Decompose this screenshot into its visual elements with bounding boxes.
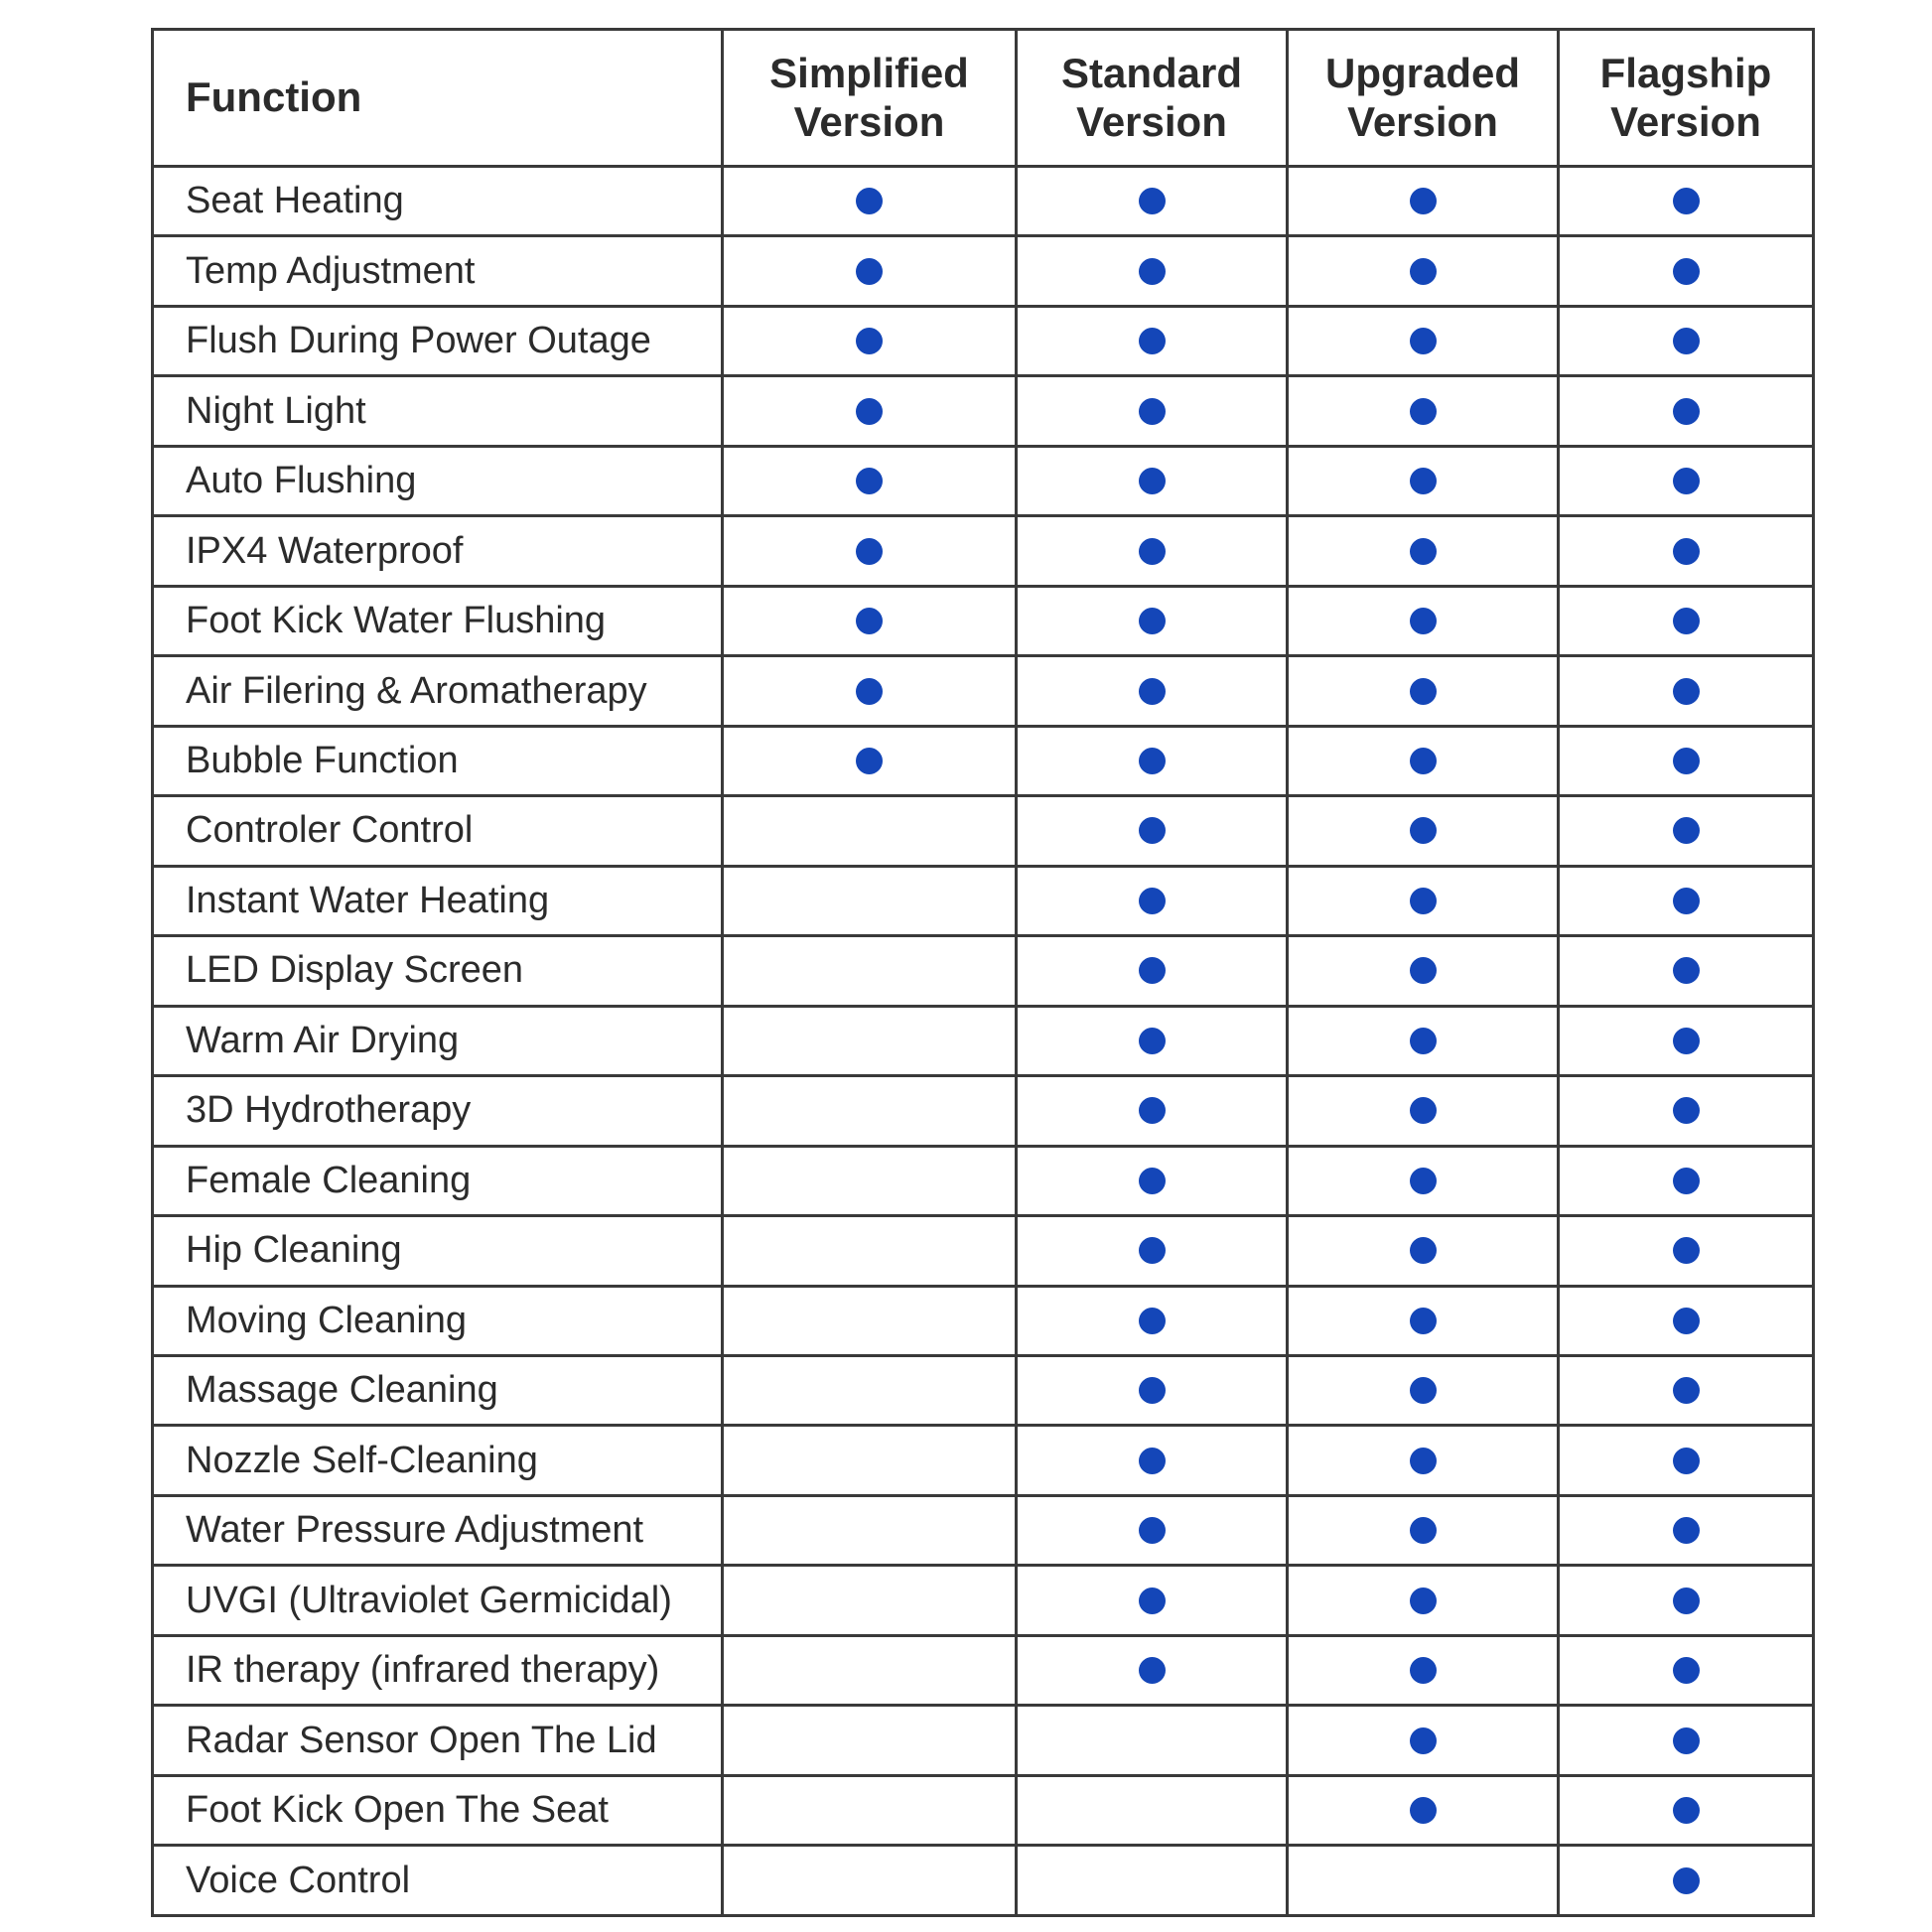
version-column-header-simplified: [723, 30, 1017, 167]
table-row: [153, 1216, 1814, 1286]
availability-cell: [723, 167, 1017, 236]
version-column-header-standard: [1017, 30, 1288, 167]
availability-cell: [723, 1146, 1017, 1215]
availability-cell: [1017, 796, 1288, 866]
availability-cell: [1017, 936, 1288, 1006]
availability-cell: [1288, 936, 1559, 1006]
table-row: [153, 1146, 1814, 1215]
availability-cell: [1559, 1146, 1814, 1215]
included-dot-icon: [1410, 258, 1437, 285]
included-dot-icon: [1673, 1237, 1700, 1264]
availability-cell: [1559, 1566, 1814, 1635]
availability-cell: [723, 936, 1017, 1006]
availability-cell: [1017, 446, 1288, 515]
included-dot-icon: [856, 398, 883, 425]
availability-cell: [723, 586, 1017, 655]
included-dot-icon: [1139, 1028, 1166, 1054]
availability-cell: [1017, 1775, 1288, 1845]
version-name: Upgraded: [1324, 50, 1520, 97]
availability-cell: [1017, 1146, 1288, 1215]
table-row: [153, 1426, 1814, 1495]
table-row: [153, 1706, 1814, 1775]
included-dot-icon: [1139, 1448, 1166, 1474]
availability-cell: [1017, 516, 1288, 586]
included-dot-icon: [1410, 1028, 1437, 1054]
availability-cell: [723, 236, 1017, 306]
feature-label: Female Cleaning: [153, 1146, 723, 1215]
availability-cell: [1559, 1495, 1814, 1565]
feature-label: Foot Kick Water Flushing: [153, 586, 723, 655]
table-row: [153, 1006, 1814, 1075]
availability-cell: [1288, 236, 1559, 306]
included-dot-icon: [856, 468, 883, 494]
version-suffix: Version: [1076, 97, 1227, 145]
included-dot-icon: [1139, 1308, 1166, 1334]
availability-cell: [723, 306, 1017, 375]
included-dot-icon: [1410, 608, 1437, 634]
availability-cell: [1288, 1355, 1559, 1425]
availability-cell: [1288, 866, 1559, 935]
included-dot-icon: [1673, 1657, 1700, 1684]
included-dot-icon: [1410, 1448, 1437, 1474]
included-dot-icon: [1410, 1517, 1437, 1544]
feature-label: Auto Flushing: [153, 446, 723, 515]
included-dot-icon: [1410, 1657, 1437, 1684]
table-row: [153, 936, 1814, 1006]
availability-cell: [1017, 306, 1288, 375]
included-dot-icon: [856, 748, 883, 774]
included-dot-icon: [856, 538, 883, 565]
availability-cell: [1559, 1076, 1814, 1146]
availability-cell: [1288, 1426, 1559, 1495]
availability-cell: [1017, 1216, 1288, 1286]
availability-cell: [1017, 726, 1288, 795]
availability-cell: [1288, 656, 1559, 726]
table-row: [153, 586, 1814, 655]
availability-cell: [1559, 516, 1814, 586]
version-name: Standard: [1060, 50, 1243, 97]
included-dot-icon: [1410, 1237, 1437, 1264]
availability-cell: [1288, 1706, 1559, 1775]
availability-cell: [1559, 1426, 1814, 1495]
version-suffix: Version: [1347, 97, 1498, 145]
included-dot-icon: [1410, 538, 1437, 565]
version-name: Simplified: [769, 50, 969, 97]
included-dot-icon: [1673, 1797, 1700, 1824]
table-row: [153, 866, 1814, 935]
feature-label: 3D Hydrotherapy: [153, 1076, 723, 1146]
availability-cell: [1559, 446, 1814, 515]
feature-label: Bubble Function: [153, 726, 723, 795]
availability-cell: [1288, 1635, 1559, 1705]
availability-cell: [1559, 1286, 1814, 1355]
availability-cell: [723, 726, 1017, 795]
availability-cell: [1559, 866, 1814, 935]
availability-cell: [723, 1566, 1017, 1635]
table-row: [153, 236, 1814, 306]
version-column-header-upgraded: [1288, 30, 1559, 167]
availability-cell: [1288, 167, 1559, 236]
availability-cell: [723, 866, 1017, 935]
availability-cell: [1288, 516, 1559, 586]
feature-comparison-table: [151, 28, 1815, 1917]
availability-cell: [723, 1846, 1017, 1916]
included-dot-icon: [1139, 1657, 1166, 1684]
included-dot-icon: [1673, 1377, 1700, 1404]
availability-cell: [723, 446, 1017, 515]
availability-cell: [723, 656, 1017, 726]
feature-label: Night Light: [153, 376, 723, 446]
table-row: [153, 167, 1814, 236]
availability-cell: [1017, 866, 1288, 935]
table-row: [153, 726, 1814, 795]
included-dot-icon: [1673, 957, 1700, 984]
included-dot-icon: [1139, 468, 1166, 494]
availability-cell: [1288, 306, 1559, 375]
feature-label: Massage Cleaning: [153, 1355, 723, 1425]
included-dot-icon: [1410, 1587, 1437, 1614]
feature-label: Instant Water Heating: [153, 866, 723, 935]
included-dot-icon: [1673, 1867, 1700, 1894]
included-dot-icon: [1673, 1587, 1700, 1614]
included-dot-icon: [1410, 817, 1437, 844]
feature-label: Voice Control: [153, 1846, 723, 1916]
availability-cell: [1288, 1775, 1559, 1845]
availability-cell: [723, 796, 1017, 866]
included-dot-icon: [1410, 748, 1437, 774]
included-dot-icon: [1410, 1797, 1437, 1824]
availability-cell: [1559, 306, 1814, 375]
table-row: [153, 1775, 1814, 1845]
included-dot-icon: [1410, 678, 1437, 705]
included-dot-icon: [1673, 1727, 1700, 1754]
availability-cell: [1017, 656, 1288, 726]
included-dot-icon: [1673, 1448, 1700, 1474]
included-dot-icon: [1139, 1237, 1166, 1264]
included-dot-icon: [1673, 1097, 1700, 1124]
feature-label: LED Display Screen: [153, 936, 723, 1006]
availability-cell: [1288, 1216, 1559, 1286]
availability-cell: [1559, 1355, 1814, 1425]
included-dot-icon: [1673, 608, 1700, 634]
included-dot-icon: [1673, 748, 1700, 774]
availability-cell: [1017, 1846, 1288, 1916]
availability-cell: [723, 1216, 1017, 1286]
version-suffix: Version: [793, 97, 945, 145]
feature-label: Nozzle Self-Cleaning: [153, 1426, 723, 1495]
version-suffix: Version: [1610, 97, 1761, 145]
availability-cell: [1559, 1635, 1814, 1705]
included-dot-icon: [1139, 608, 1166, 634]
table-row: [153, 1286, 1814, 1355]
included-dot-icon: [856, 188, 883, 214]
availability-cell: [1017, 376, 1288, 446]
version-column-header-flagship: [1559, 30, 1814, 167]
availability-cell: [1017, 1495, 1288, 1565]
table-row: [153, 1355, 1814, 1425]
table-row: [153, 1846, 1814, 1916]
availability-cell: [1288, 446, 1559, 515]
availability-cell: [1017, 1566, 1288, 1635]
availability-cell: [1288, 1566, 1559, 1635]
included-dot-icon: [1673, 1168, 1700, 1194]
availability-cell: [1559, 656, 1814, 726]
feature-label: Water Pressure Adjustment: [153, 1495, 723, 1565]
included-dot-icon: [1673, 1517, 1700, 1544]
included-dot-icon: [1673, 817, 1700, 844]
availability-cell: [1288, 1286, 1559, 1355]
included-dot-icon: [856, 678, 883, 705]
included-dot-icon: [856, 258, 883, 285]
included-dot-icon: [1139, 888, 1166, 914]
included-dot-icon: [1139, 1377, 1166, 1404]
availability-cell: [1559, 936, 1814, 1006]
availability-cell: [723, 1286, 1017, 1355]
availability-cell: [1288, 1846, 1559, 1916]
availability-cell: [1017, 1286, 1288, 1355]
availability-cell: [1288, 586, 1559, 655]
availability-cell: [723, 1006, 1017, 1075]
included-dot-icon: [1673, 398, 1700, 425]
availability-cell: [1288, 376, 1559, 446]
availability-cell: [1559, 796, 1814, 866]
feature-label: IR therapy (infrared therapy): [153, 1635, 723, 1705]
availability-cell: [1559, 726, 1814, 795]
availability-cell: [1288, 1006, 1559, 1075]
availability-cell: [723, 376, 1017, 446]
included-dot-icon: [1139, 1097, 1166, 1124]
availability-cell: [1017, 1076, 1288, 1146]
version-name: Flagship: [1599, 50, 1772, 97]
included-dot-icon: [1139, 398, 1166, 425]
included-dot-icon: [1673, 258, 1700, 285]
included-dot-icon: [1673, 678, 1700, 705]
availability-cell: [1017, 586, 1288, 655]
feature-label: Temp Adjustment: [153, 236, 723, 306]
included-dot-icon: [1410, 1727, 1437, 1754]
availability-cell: [1017, 1426, 1288, 1495]
availability-cell: [723, 1775, 1017, 1845]
availability-cell: [1017, 1706, 1288, 1775]
availability-cell: [723, 1426, 1017, 1495]
availability-cell: [1017, 236, 1288, 306]
availability-cell: [1559, 1846, 1814, 1916]
included-dot-icon: [1410, 188, 1437, 214]
included-dot-icon: [1673, 188, 1700, 214]
feature-label: Foot Kick Open The Seat: [153, 1775, 723, 1845]
availability-cell: [1559, 167, 1814, 236]
table-row: [153, 796, 1814, 866]
availability-cell: [723, 1635, 1017, 1705]
feature-rows: [153, 167, 1814, 1916]
availability-cell: [723, 1495, 1017, 1565]
availability-cell: [1559, 1775, 1814, 1845]
availability-cell: [1017, 1006, 1288, 1075]
included-dot-icon: [1673, 538, 1700, 565]
included-dot-icon: [1410, 1377, 1437, 1404]
availability-cell: [1288, 1146, 1559, 1215]
included-dot-icon: [1673, 1028, 1700, 1054]
feature-label: Moving Cleaning: [153, 1286, 723, 1355]
table-row: [153, 446, 1814, 515]
included-dot-icon: [1673, 1308, 1700, 1334]
included-dot-icon: [856, 328, 883, 354]
included-dot-icon: [1410, 328, 1437, 354]
included-dot-icon: [1139, 957, 1166, 984]
availability-cell: [1559, 586, 1814, 655]
included-dot-icon: [1410, 957, 1437, 984]
feature-label: Flush During Power Outage: [153, 306, 723, 375]
availability-cell: [1288, 1076, 1559, 1146]
availability-cell: [1288, 796, 1559, 866]
included-dot-icon: [1673, 468, 1700, 494]
feature-label: Warm Air Drying: [153, 1006, 723, 1075]
feature-label: Controler Control: [153, 796, 723, 866]
included-dot-icon: [1139, 1517, 1166, 1544]
included-dot-icon: [1410, 398, 1437, 425]
availability-cell: [723, 1706, 1017, 1775]
feature-label: Radar Sensor Open The Lid: [153, 1706, 723, 1775]
table-row: [153, 516, 1814, 586]
table-row: [153, 1635, 1814, 1705]
function-column-header: Function: [153, 30, 723, 167]
included-dot-icon: [1139, 1587, 1166, 1614]
included-dot-icon: [1139, 188, 1166, 214]
availability-cell: [1017, 1635, 1288, 1705]
included-dot-icon: [1673, 328, 1700, 354]
included-dot-icon: [1139, 678, 1166, 705]
table-row: [153, 306, 1814, 375]
availability-cell: [1559, 1006, 1814, 1075]
included-dot-icon: [1410, 888, 1437, 914]
table-row: [153, 1076, 1814, 1146]
included-dot-icon: [1139, 258, 1166, 285]
feature-label: Hip Cleaning: [153, 1216, 723, 1286]
availability-cell: [1288, 1495, 1559, 1565]
included-dot-icon: [1139, 817, 1166, 844]
included-dot-icon: [856, 608, 883, 634]
availability-cell: [1017, 167, 1288, 236]
included-dot-icon: [1139, 1168, 1166, 1194]
header-row: [153, 30, 1814, 167]
included-dot-icon: [1410, 1308, 1437, 1334]
availability-cell: [1288, 726, 1559, 795]
feature-label: UVGI (Ultraviolet Germicidal): [153, 1566, 723, 1635]
feature-label: IPX4 Waterproof: [153, 516, 723, 586]
included-dot-icon: [1139, 328, 1166, 354]
availability-cell: [723, 1355, 1017, 1425]
included-dot-icon: [1139, 748, 1166, 774]
availability-cell: [723, 516, 1017, 586]
availability-cell: [1017, 1355, 1288, 1425]
availability-cell: [1559, 236, 1814, 306]
table-row: [153, 376, 1814, 446]
availability-cell: [1559, 1706, 1814, 1775]
availability-cell: [1559, 376, 1814, 446]
included-dot-icon: [1410, 1097, 1437, 1124]
included-dot-icon: [1410, 1168, 1437, 1194]
availability-cell: [723, 1076, 1017, 1146]
availability-cell: [1559, 1216, 1814, 1286]
feature-label: Seat Heating: [153, 167, 723, 236]
table-row: [153, 656, 1814, 726]
included-dot-icon: [1410, 468, 1437, 494]
feature-label: Air Filering & Aromatherapy: [153, 656, 723, 726]
table-row: [153, 1566, 1814, 1635]
included-dot-icon: [1139, 538, 1166, 565]
included-dot-icon: [1673, 888, 1700, 914]
table-row: [153, 1495, 1814, 1565]
